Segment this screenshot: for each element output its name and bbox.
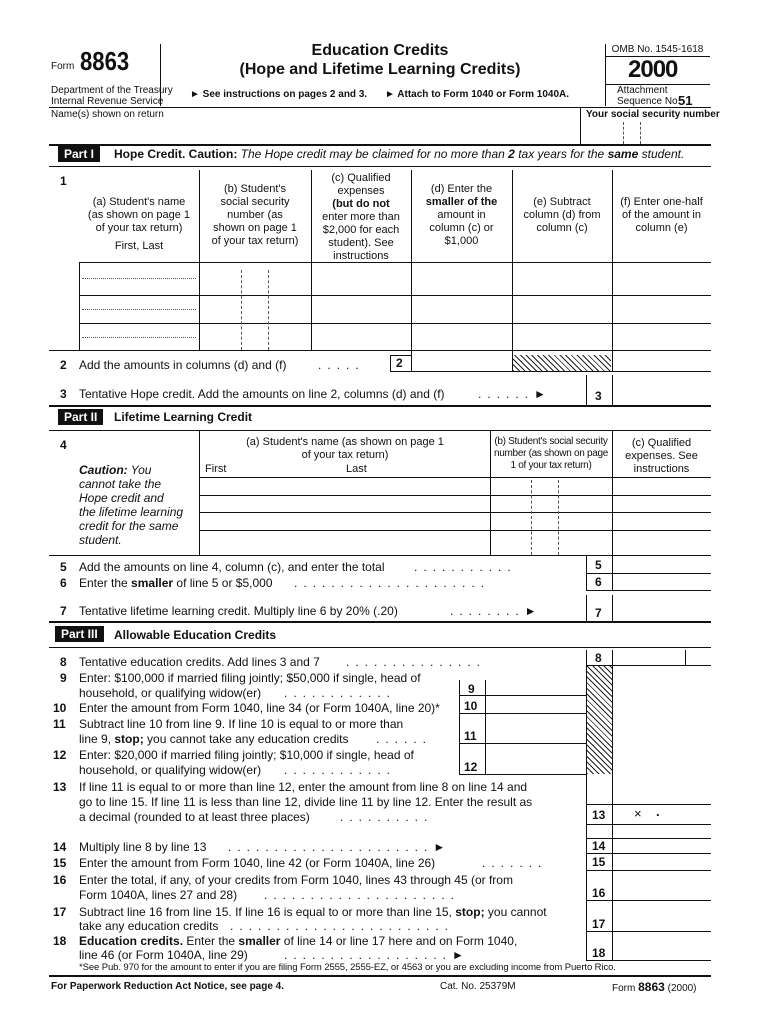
p2-col-a-header: (a) Student's name (as shown on page 1 of your tax return) bbox=[246, 436, 444, 461]
line8-number: 8 bbox=[60, 655, 67, 669]
attachment-label: Attachment bbox=[617, 85, 668, 96]
caution-note: Caution: You cannot take the Hope credit and the lifetime learning credit for the same student. bbox=[79, 463, 184, 547]
line5-text: Add the amounts on line 4, column (c), and enter the total bbox=[79, 560, 385, 574]
line13-text3: a decimal (rounded to at least three places) bbox=[79, 810, 310, 824]
line16-number: 16 bbox=[53, 873, 67, 887]
line18-box: 18 bbox=[592, 946, 606, 960]
p2-col-c-header: (c) Qualified expenses. See instructions bbox=[625, 437, 698, 475]
decimal-point: . bbox=[656, 804, 660, 819]
line13-number: 13 bbox=[53, 780, 67, 794]
line13-text2: go to line 15. If line 11 is less than line 12, divide line 11 by line 12. Enter the result as bbox=[79, 795, 533, 809]
line10-number: 10 bbox=[53, 701, 67, 715]
line13-box: 13 bbox=[592, 808, 606, 822]
line9-input[interactable] bbox=[486, 681, 585, 694]
part3-label: Part III bbox=[55, 626, 104, 642]
col-b-header: (b) Student's social security number (as shown on page 1 of your tax return) bbox=[211, 183, 299, 247]
col-f-header: (f) Enter one-half of the amount in column (e) bbox=[620, 196, 703, 234]
line1-number: 1 bbox=[60, 174, 67, 188]
part2-student-row[interactable] bbox=[200, 496, 710, 511]
line18-text2: line 46 (or Form 1040A, line 29) bbox=[79, 948, 248, 962]
line12-text1: Enter: $20,000 if married filing jointly; $10,000 if single, head of bbox=[79, 748, 414, 762]
line5-box: 5 bbox=[595, 558, 602, 572]
catalog-number: Cat. No. 25379M bbox=[440, 981, 516, 992]
line11-text2: line 9, stop; you cannot take any education credits bbox=[79, 732, 349, 746]
line2-text: Add the amounts in columns (d) and (f) bbox=[79, 358, 287, 372]
col-c-header: (c) Qualified expenses (but do not enter more than $2,000 for each student). See instructions bbox=[322, 172, 400, 262]
attach-note: ► Attach to Form 1040 or Form 1040A. bbox=[385, 89, 570, 100]
ssn-input[interactable] bbox=[584, 122, 708, 144]
line10-text: Enter the amount from Form 1040, line 34 (or Form 1040A, line 20)* bbox=[79, 701, 440, 715]
line6-input[interactable] bbox=[613, 574, 710, 589]
irs: Internal Revenue Service bbox=[51, 96, 164, 107]
part2-student-row[interactable] bbox=[200, 478, 710, 494]
line17-number: 17 bbox=[53, 905, 67, 919]
line16-text2: Form 1040A, lines 27 and 28) bbox=[79, 888, 238, 902]
part1-student-row[interactable] bbox=[80, 324, 710, 349]
line16-input[interactable] bbox=[613, 871, 710, 899]
line12-text2: household, or qualifying widow(er) bbox=[79, 763, 262, 777]
line15-number: 15 bbox=[53, 856, 67, 870]
line13-text1: If line 11 is equal to or more than line 12, enter the amount from line 8 on line 14 and bbox=[79, 780, 528, 794]
line14-number: 14 bbox=[53, 840, 67, 854]
line9-text2: household, or qualifying widow(er) bbox=[79, 686, 262, 700]
col-d-header: (d) Enter the smaller of the amount in column (c) or $1,000 bbox=[425, 183, 498, 247]
paperwork-notice: For Paperwork Reduction Act Notice, see page 4. bbox=[51, 981, 285, 992]
line2-box: 2 bbox=[396, 356, 403, 370]
footer-form: Form 8863 (2000) bbox=[612, 980, 697, 994]
line7-box: 7 bbox=[595, 606, 602, 620]
line7-text: Tentative lifetime learning credit. Multiply line 6 by 20% (.20) bbox=[79, 604, 398, 618]
part2-student-row[interactable] bbox=[200, 531, 710, 554]
line8-box: 8 bbox=[595, 651, 602, 665]
line15-input[interactable] bbox=[613, 854, 710, 869]
times-icon: × bbox=[634, 806, 642, 821]
form-title: Education Credits bbox=[311, 42, 449, 59]
line4-number: 4 bbox=[60, 438, 67, 452]
line12-input[interactable] bbox=[486, 744, 585, 773]
line9-box: 9 bbox=[468, 682, 475, 696]
col-a-header: (a) Student's name (as shown on page 1 of your tax return) First, Last bbox=[87, 196, 191, 252]
line10-box: 10 bbox=[464, 699, 478, 713]
line17-text2: take any education credits bbox=[79, 919, 219, 933]
omb-number: OMB No. 1545-1618 bbox=[611, 44, 704, 55]
line11-number: 11 bbox=[53, 717, 66, 731]
form-label: Form bbox=[51, 61, 75, 72]
line11-text1: Subtract line 10 from line 9. If line 10 is equal to or more than bbox=[79, 717, 404, 731]
line3-box: 3 bbox=[595, 389, 602, 403]
line2-d-input[interactable] bbox=[412, 352, 511, 370]
line16-text1: Enter the total, if any, of your credits from Form 1040, lines 43 through 45 (or from bbox=[79, 873, 513, 887]
line7-number: 7 bbox=[60, 604, 67, 618]
line16-box: 16 bbox=[592, 886, 606, 900]
tax-year: 2000 bbox=[628, 56, 678, 83]
names-label: Name(s) shown on return bbox=[51, 109, 164, 120]
line5-number: 5 bbox=[60, 560, 67, 574]
form-subtitle: (Hope and Lifetime Learning Credits) bbox=[239, 61, 521, 78]
last-label: Last bbox=[346, 463, 367, 475]
line11-input[interactable] bbox=[486, 714, 585, 742]
line13-input[interactable] bbox=[613, 805, 710, 823]
line3-text: Tentative Hope credit. Add the amounts on line 2, columns (d) and (f) bbox=[79, 387, 445, 401]
line12-box: 12 bbox=[464, 760, 478, 774]
line18-number: 18 bbox=[53, 934, 67, 948]
part1-label: Part I bbox=[58, 146, 100, 162]
line18-input[interactable] bbox=[613, 932, 710, 959]
sequence-number: 51 bbox=[678, 93, 693, 108]
part2-label: Part II bbox=[58, 409, 103, 425]
instructions-note: ► See instructions on pages 2 and 3. bbox=[190, 89, 368, 100]
footnote: *See Pub. 970 for the amount to enter if you are filing Form 2555, 2555-EZ, or 4563 or you are excluding income from Puerto Rico. bbox=[79, 962, 616, 973]
line9-number: 9 bbox=[60, 671, 67, 685]
part1-student-row[interactable] bbox=[80, 263, 710, 294]
form-number: 8863 bbox=[80, 46, 130, 76]
line17-input[interactable] bbox=[613, 901, 710, 930]
line6-box: 6 bbox=[595, 575, 602, 589]
line15-box: 15 bbox=[592, 855, 606, 869]
line8-text: Tentative education credits. Add lines 3 and 7 bbox=[79, 655, 320, 669]
line17-text1: Subtract line 16 from line 15. If line 16 is equal to or more than line 15, stop; you cannot bbox=[79, 905, 547, 919]
line15-text: Enter the amount from Form 1040, line 42 (or Form 1040A, line 26) bbox=[79, 856, 436, 870]
line3-number: 3 bbox=[60, 387, 67, 401]
line3-input[interactable] bbox=[613, 378, 710, 402]
line12-number: 12 bbox=[53, 748, 67, 762]
ssn-label: Your social security number bbox=[586, 109, 720, 120]
part2-title: Lifetime Learning Credit bbox=[114, 410, 253, 424]
line2-f-input[interactable] bbox=[613, 352, 710, 370]
line18-text1: Education credits. Enter the smaller of line 14 or line 17 here and on Form 1040, bbox=[79, 934, 518, 948]
line7-input[interactable] bbox=[613, 597, 710, 619]
sequence-label: Sequence No. bbox=[617, 96, 681, 107]
name-input[interactable] bbox=[51, 122, 576, 144]
line14-text: Multiply line 8 by line 13 bbox=[79, 840, 207, 854]
line14-box: 14 bbox=[592, 839, 606, 853]
col-e-header: (e) Subtract column (d) from column (c) bbox=[523, 196, 601, 234]
first-label: First bbox=[205, 463, 227, 475]
line14-input[interactable] bbox=[613, 839, 710, 852]
part1-student-row[interactable] bbox=[80, 296, 710, 322]
line11-box: 11 bbox=[464, 729, 477, 743]
line8-input[interactable] bbox=[613, 650, 684, 664]
line9-text1: Enter: $100,000 if married filing jointly; $50,000 if single, head of bbox=[79, 671, 421, 685]
p2-col-b-header: (b) Student's social security number (as shown on page 1 of your tax return) bbox=[494, 436, 608, 471]
line17-box: 17 bbox=[592, 917, 606, 931]
dept: Department of the Treasury bbox=[51, 85, 173, 96]
line10-input[interactable] bbox=[486, 696, 585, 712]
part3-title: Allowable Education Credits bbox=[114, 628, 277, 642]
part2-student-row[interactable] bbox=[200, 513, 710, 529]
line6-number: 6 bbox=[60, 576, 67, 590]
line6-text: Enter the smaller of line 5 or $5,000 bbox=[79, 576, 273, 590]
part1-header: Hope Credit. Caution: The Hope credit may be claimed for no more than 2 tax years for the same student. bbox=[114, 147, 685, 161]
line5-input[interactable] bbox=[613, 557, 710, 572]
line2-number: 2 bbox=[60, 358, 67, 372]
